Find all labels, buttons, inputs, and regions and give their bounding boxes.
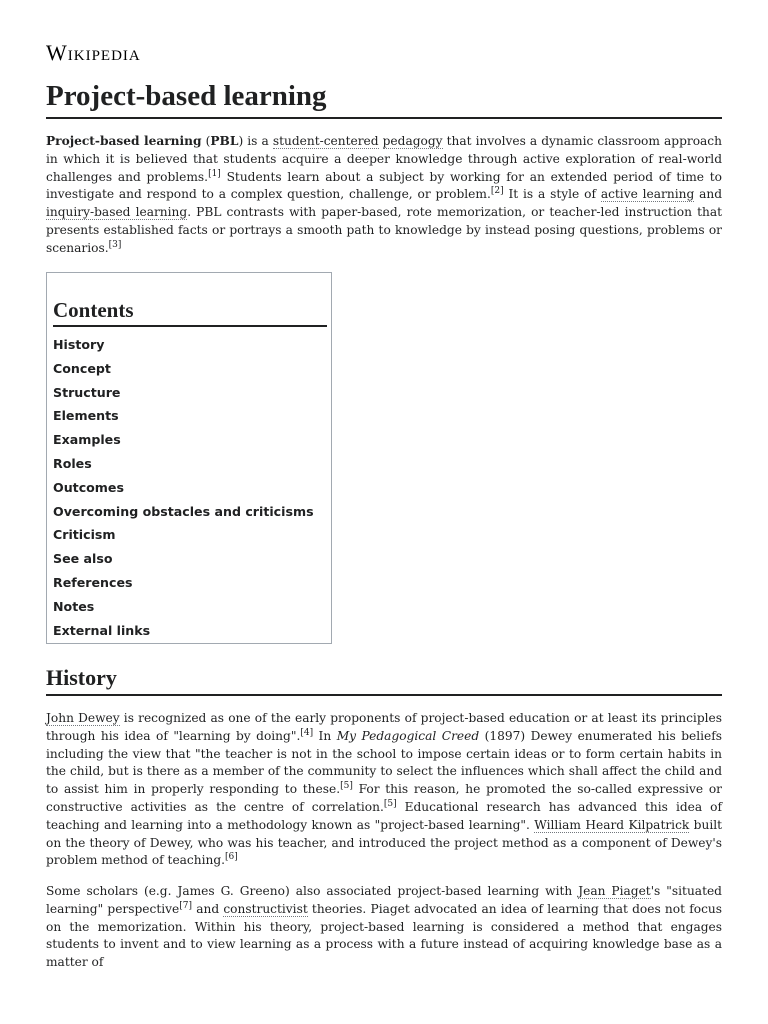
history-text: 's "situated learning" perspective — [46, 884, 722, 916]
history-text: In — [313, 728, 337, 743]
toc-item-references[interactable]: References — [53, 574, 133, 590]
toc-item-notes[interactable]: Notes — [53, 598, 95, 614]
toc-item-criticism[interactable]: Criticism — [53, 527, 116, 543]
ref-2[interactable]: [2] — [490, 186, 504, 197]
toc-item-external-links[interactable]: External links — [53, 622, 151, 638]
intro-paragraph — [46, 133, 722, 258]
page-title: Project-based learning — [46, 78, 722, 119]
link-william-heard-kilpatrick[interactable]: William Heard Kilpatrick — [534, 817, 690, 832]
toc-item-see-also[interactable]: See also — [53, 551, 113, 567]
wikipedia-wordmark[interactable]: Wikipedia — [46, 40, 141, 65]
intro-text: ) is a — [238, 134, 273, 148]
ref-6[interactable]: [6] — [225, 852, 238, 863]
history-text: Educational research has advanced this idea of teaching and learning into a methodology known as "project-based learning". — [46, 799, 722, 832]
intro-text: ( — [201, 134, 211, 148]
intro-text: It is a style of — [503, 187, 601, 202]
history-text: built on the theory of Dewey, who was his teacher, and introduced the project method as a component of Dewey's problem method of teaching. — [46, 817, 723, 868]
history-text: theories. Piaget advocated an idea of learning that does not focus on the memorization. Within his theory, project-based learning is considered a method that engages students to invent and to view learning as a process with a future instead of acquiring knowledge base as a matter of — [46, 901, 722, 970]
history-paragraph-2 — [46, 883, 722, 972]
toc-item-concept[interactable]: Concept — [53, 360, 111, 376]
history-text: Some scholars (e.g. James G. Greeno) also associated project-based learning with — [46, 884, 579, 898]
ref-3[interactable]: [3] — [108, 239, 122, 250]
intro-text: and — [694, 187, 723, 202]
section-heading-history: History — [46, 664, 722, 696]
history-text: is recognized as one of the early proponents of project-based education or at least its principles through his idea of "learning by doing". — [46, 711, 722, 743]
link-jean-piaget[interactable]: Jean Piaget — [578, 884, 651, 898]
link-inquiry-based-learning[interactable]: inquiry-based learning — [46, 205, 188, 220]
history-text: (1897) Dewey enumerated his beliefs including the view that "the teacher is not in the school to impose certain ideas or to form certain habits in the child, but is there as a member of the community to select the influences which shall affect the child and to assist him in properly responding to these. — [46, 728, 722, 797]
toc-item-history[interactable]: History — [53, 337, 105, 352]
history-paragraph-1 — [46, 710, 722, 870]
toc-item-overcoming-obstacles[interactable]: Overcoming obstacles and criticisms — [53, 503, 314, 519]
intro-text: that involves a dynamic classroom approach in which it is believed that students acquire a deeper knowledge through active exploration of real-world challenges and problems. — [46, 134, 722, 184]
intro-text: . PBL contrasts with paper-based, rote memorization, or teacher-led instruction that presents established facts or portrays a smooth path to knowledge by instead posing questions, problems or scenarios. — [46, 205, 722, 255]
intro-abbr: PBL — [210, 134, 239, 148]
toc-title: Contents — [53, 297, 327, 327]
toc-item-outcomes[interactable]: Outcomes — [53, 479, 124, 495]
ref-7[interactable]: [7] — [179, 900, 192, 911]
toc-item-examples[interactable]: Examples — [53, 432, 121, 448]
toc-item-elements[interactable]: Elements — [53, 408, 119, 424]
toc-item-roles[interactable]: Roles — [53, 455, 92, 471]
ref-4[interactable]: [4] — [300, 727, 314, 738]
link-student-centered[interactable]: student-centered — [272, 134, 379, 148]
ref-1[interactable]: [1] — [208, 168, 221, 179]
ref-5[interactable]: [5] — [340, 781, 353, 792]
book-title: My Pedagogical Creed — [336, 728, 480, 743]
link-pedagogy[interactable]: pedagogy — [382, 134, 443, 148]
link-constructivist[interactable]: constructivist — [223, 901, 308, 916]
toc-item-structure[interactable]: Structure — [53, 384, 121, 400]
link-active-learning[interactable]: active learning — [600, 187, 695, 202]
link-john-dewey[interactable]: John Dewey — [46, 711, 120, 725]
history-text: and — [192, 901, 224, 916]
toc-list — [53, 333, 314, 642]
table-of-contents — [46, 272, 332, 644]
intro-term: Project-based learning — [46, 134, 202, 148]
ref-5[interactable]: [5] — [383, 798, 397, 809]
history-text: For this reason, he promoted the so-called expressive or constructive activities as the centre of correlation. — [46, 782, 722, 814]
intro-text: Students learn about a subject by working for an extended period of time to investigate and respond to a complex question, challenge, or problem. — [46, 169, 722, 202]
